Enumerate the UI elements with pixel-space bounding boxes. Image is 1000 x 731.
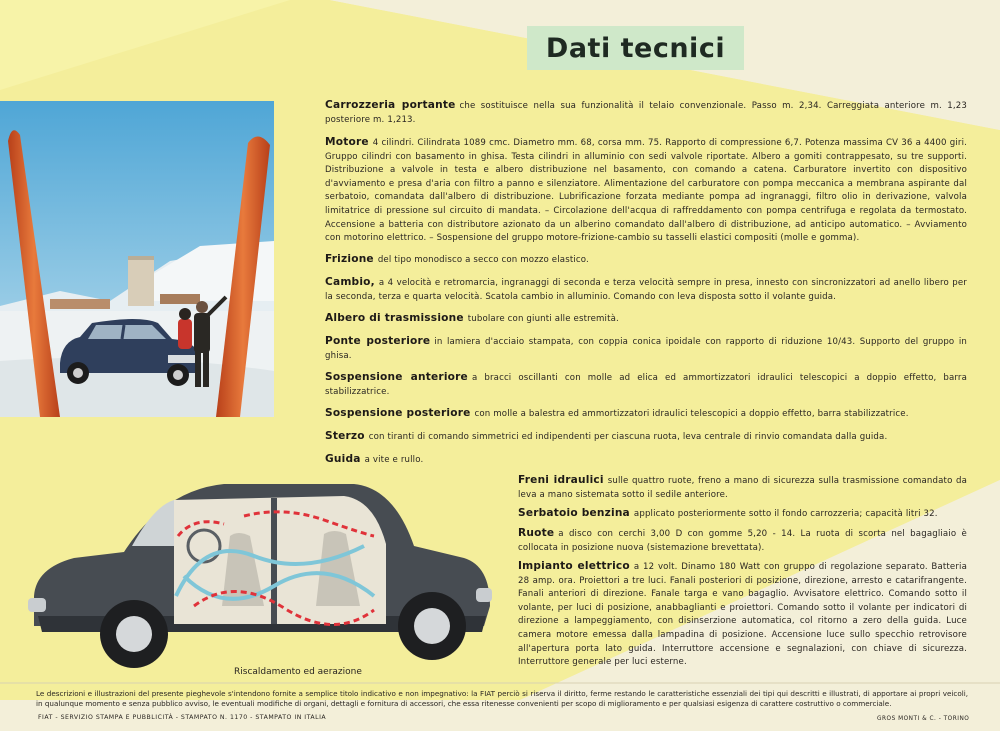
spec-cambio: Cambio, a 4 velocità e retromarcia, ingranaggi di seconda e terza velocità sempre in presa, innesto con sincronizzatori ad anello libero per la seconda, terza e quarta velocità. Scatola cambio in alluminio. Comando con leva disposta sotto il volante guida. xyxy=(325,276,967,302)
spec-impianto-elettrico: Impianto elettrico a 12 volt. Dinamo 180 Watt con gruppo di regolazione separato. Batteria 28 amp. ora. Proiettori a tre luci. Fanali posteriori di posizione, direzione, arresto e catarifrangente. Fanali anteriori di direzione. Fanale targa e vano bagaglio. Avvisatore elettrico. Comando sotto il volante, per luci di posizione, anabbaglianti e proiettori. Comando sotto il volante per indicatori di direzione a lampeggiamento, con disinserzione automatica, col ritorno a zero della guida. Luce camera motore emessa dalla lampadina di posizione. Accensione luce sullo specchio retrovisore all'apertura porta lato guida. Interruttore accensione e segnalazioni, con chiave di sicurezza. Interruttore generale per luci esterne. xyxy=(518,560,967,668)
car-heating-diagram xyxy=(24,476,494,672)
spec-ponte: Ponte posteriore in lamiera d'acciaio stampata, con coppia conica ipoidale con rapporto di riduzione 10/43. Supporto del gruppo in ghisa. xyxy=(325,335,967,361)
spec-motore: Motore 4 cilindri. Cilindrata 1089 cmc. Diametro mm. 68, corsa mm. 75. Rapporto di compressione 6,7. Potenza massima CV 36 a 4400 giri. Gruppo cilindri con basamento in ghisa. Testa cilindri in alluminio con sedi valvole riportate. Albero a gomiti contrappesato, su tre supporti. Distribuzione a valvole in testa e albero distribuzione nel basamento, con comando a catena. Carburatore invertito con dispositivo d'avviamento e presa d'aria con filtro a panno e silenziatore. Alimentazione del carburatore con pompa meccanica a membrana aspirante dal serbatoio, comandata dall'albero di distribuzione. Lubrificazione forzata mediante pompa ad ingranaggi, filtro olio in derivazione, valvola limitatrice di pressione sul circuito di mandata. – Circolazione dell'acqua di raffreddamento con pompa centrifuga e regolata da termostato. Accensione a batteria con distributore azionato da un alberino comandato dall'albero di distribuzione, ad anticipo automatico. – Avviamento con motorino elettrico. – Sospensione del gruppo motore-frizione-cambio su tasselli elastici compositi (molle e gomma). xyxy=(325,136,967,244)
spec-ruote: Ruote a disco con cerchi 3,00 D con gomme 5,20 - 14. La ruota di scorta nel bagagliaio è collocata in posizione nuova (sistemazione brevettata). xyxy=(518,527,967,553)
spec-sospensione-posteriore: Sospensione posteriore con molle a balestra ed ammortizzatori idraulici telescopici a doppio effetto, barra stabilizzatrice. xyxy=(325,407,909,419)
spec-guida: Guida a vite e rullo. xyxy=(325,453,424,465)
spec-carrozzeria: Carrozzeria portante che sostituisce nella sua funzionalità il telaio convenzionale. Passo m. 2,34. Carreggiata anteriore m. 1,23 posteriore m. 1,213. xyxy=(325,99,968,125)
footer-printing-info: FIAT - SERVIZIO STAMPA E PUBBLICITÀ - STAMPATO N. 1170 - STAMPATO IN ITALIA xyxy=(38,714,327,721)
spec-freni: Freni idraulici sulle quattro ruote, freno a mano di sicurezza sulla trasmissione comandato da leva a mano sistemata sotto il sedile anteriore. xyxy=(518,474,967,500)
disclaimer-footnote: Le descrizioni e illustrazioni del presente pieghevole s'intendono fornite a semplice titolo indicativo e non impegnativo: la FIAT perciò si riserva il diritto, ferme restando le caratteristiche essenziali dei tipi qui descritti e illustrati, di apportare ai propri veicoli, in qualunque momento e senza pubblico avviso, le eventuali modifiche di organi, dettagli e fornitura di accessori, che essa ritenesse convenienti per scopo di miglioramento e per qualsiasi esigenza di carattere costruttivo o commerciale. xyxy=(36,689,968,708)
title-box xyxy=(527,26,744,70)
spec-frizione: Frizione del tipo monodisco a secco con mozzo elastico. xyxy=(325,253,589,265)
spec-albero: Albero di trasmissione tubolare con giunti alle estremità. xyxy=(325,312,619,324)
spec-sospensione-anteriore: Sospensione anteriore a bracci oscillanti con molle ad elica ed ammortizzatori idraulici telescopici a doppio effetto, barra stabilizzatrice. xyxy=(325,371,967,397)
page-title: Dati tecnici xyxy=(545,32,726,64)
spec-sterzo: Sterzo con tiranti di comando simmetrici ed indipendenti per ciascuna ruota, leva centrale di rinvio comandata dalla guida. xyxy=(325,430,888,442)
spec-serbatoio: Serbatoio benzina applicato posteriormente sotto il fondo carrozzeria; capacità litri 32. xyxy=(518,507,938,519)
footer-printer-name: GROS MONTI & C. - TORINO xyxy=(877,716,970,722)
diagram-caption: Riscaldamento ed aerazione xyxy=(234,667,362,677)
snow-scene-photo xyxy=(0,101,274,417)
